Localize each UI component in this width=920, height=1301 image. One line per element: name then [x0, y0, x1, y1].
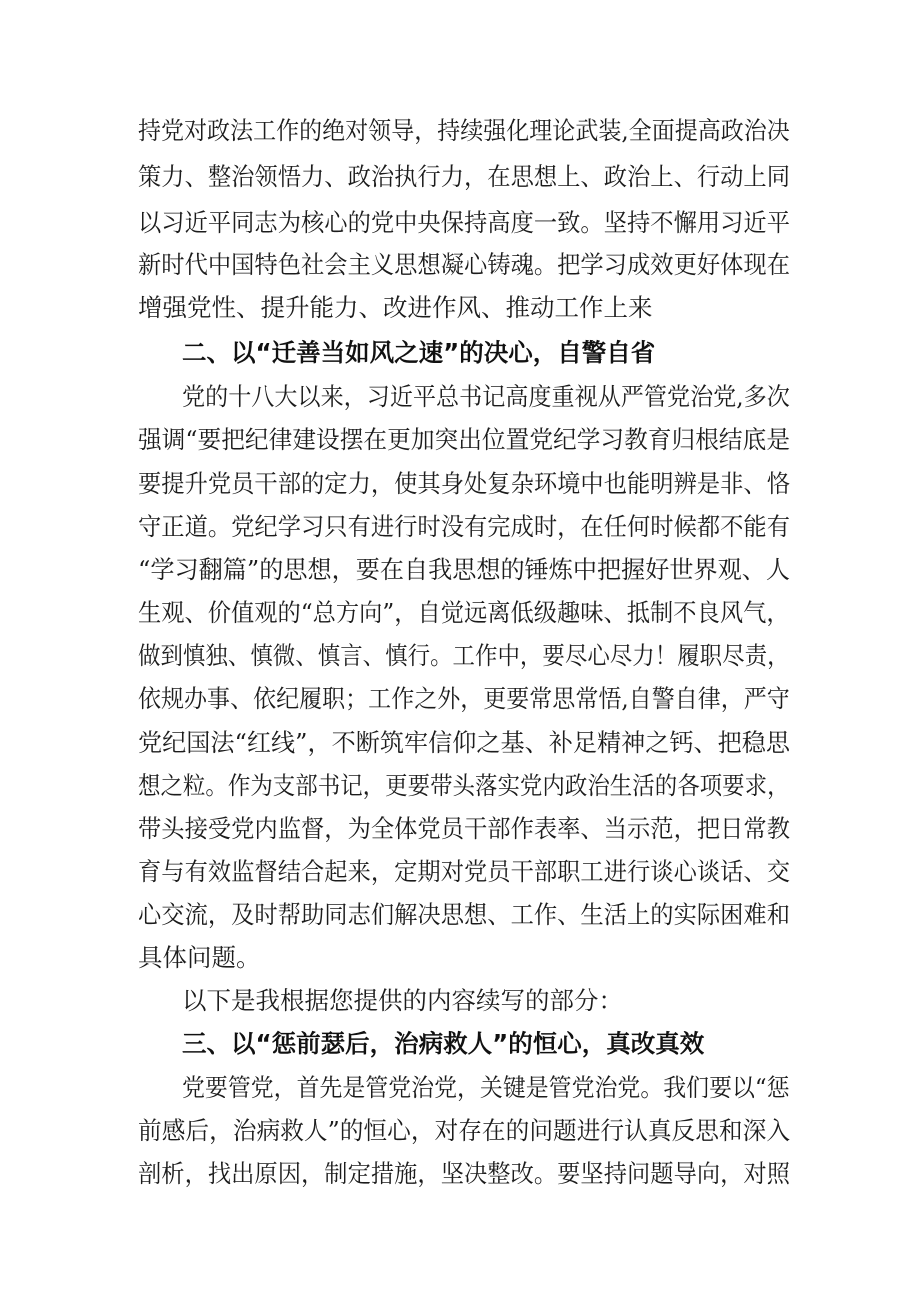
paragraph-line: 增强党性、提升能力、改进作风、推动工作上来 [138, 293, 653, 322]
paragraph-line: 生观、价值观的“总方向”，自觉远离低级趣味、抵制不良风气， [138, 598, 790, 627]
paragraph-line: 要提升党员干部的定力，使其身处复杂环境中也能明辨是非、恪 [138, 469, 790, 498]
paragraph-line: 党纪国法“红线”，不断筑牢信仰之基、补足精神之钙、把稳思 [138, 728, 791, 757]
paragraph-line: 以习近平同志为核心的党中央保持高度一致。坚持不懈用习近平 [138, 208, 790, 237]
paragraph-line: 新时代中国特色社会主义思想凝心铸魂。把学习成效更好体现在 [138, 250, 790, 279]
paragraph-line: 做到慎独、慎微、慎言、慎行。工作中，要尽心尽力！履职尽责， [138, 641, 790, 670]
paragraph-line: 心交流，及时帮助同志们解决思想、工作、生活上的实际困难和 [138, 900, 790, 929]
paragraph-line: “学习翻篇”的思想，要在自我思想的锤炼中把握好世界观、人 [138, 555, 791, 584]
paragraph-line: 党的十八大以来，习近平总书记高度重视从严管党治党,多次 [182, 382, 790, 411]
paragraph-line: 带头接受党内监督，为全体党员干部作表率、当示范，把日常教 [138, 814, 790, 843]
paragraph-line: 持党对政法工作的绝对领导，持续强化理论武装,全面提高政治决 [138, 116, 790, 145]
paragraph-line: 剖析，找出原因，制定措施，坚决整改。要坚持问题导向，对照 [138, 1159, 790, 1188]
section-heading-3: 三、以“惩前瑟后，治病救人”的恒心，真改真效 [182, 1029, 705, 1058]
paragraph-line: 想之粒。作为支部书记，更要带头落实党内政治生活的各项要求， [138, 771, 790, 800]
paragraph-line: 策力、整治领悟力、政治执行力，在思想上、政治上、行动上同 [138, 162, 790, 191]
paragraph-line: 守正道。党纪学习只有进行时没有完成时，在任何时候都不能有 [138, 512, 790, 541]
paragraph-line: 具体问题。 [138, 943, 261, 972]
section-heading-2: 二、以“迁善当如风之速”的决心，自警自省 [182, 338, 656, 367]
continuation-note: 以下是我根据您提供的内容续写的部分： [182, 986, 623, 1015]
paragraph-line: 前感后，治病救人”的恒心，对存在的问题进行认真反思和深入 [138, 1116, 791, 1145]
paragraph-line: 依规办事、依纪履职；工作之外，更要常思常悟,自警自律，严守 [138, 684, 790, 713]
paragraph-line: 党要管党，首先是管党治党，关键是管党治党。我们要以“惩 [182, 1073, 790, 1102]
paragraph-line: 育与有效监督结合起来，定期对党员干部职工进行谈心谈话、交 [138, 857, 790, 886]
paragraph-line: 强调“要把纪律建设摆在更加突出位置党纪学习教育归根结底是 [138, 425, 791, 454]
